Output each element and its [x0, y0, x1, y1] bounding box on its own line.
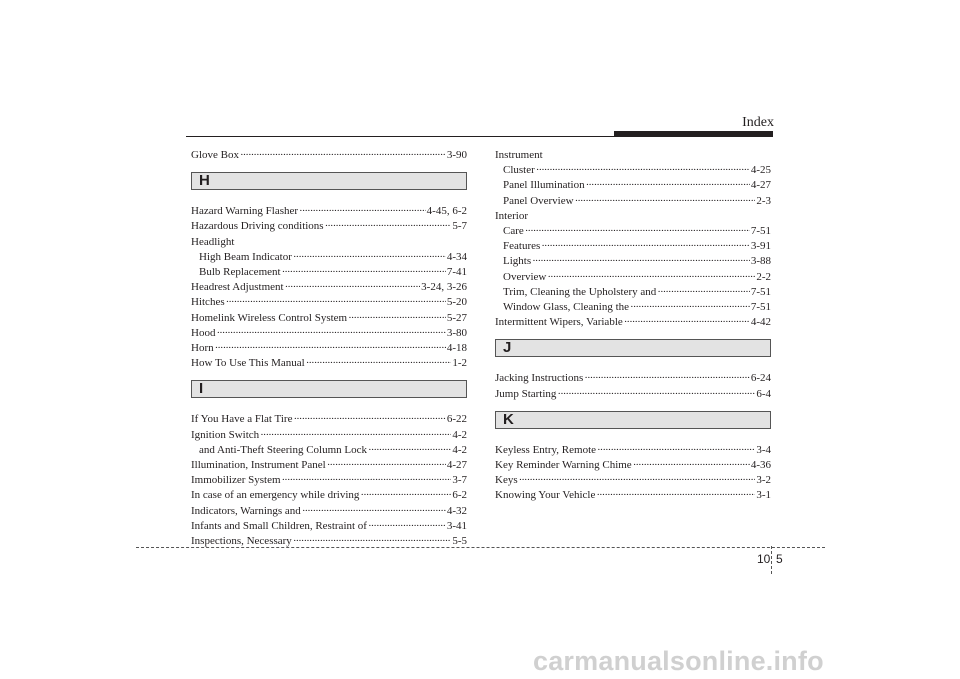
leader-dots [557, 387, 755, 402]
leader-dots [216, 326, 445, 341]
index-entry [191, 311, 467, 326]
entry-label: Homelink Wireless Control System [191, 311, 348, 324]
leader-dots [633, 458, 750, 473]
entry-label: Inspections, Necessary [191, 535, 292, 548]
entry-label: Panel Overview [503, 194, 574, 207]
entry-page: 6-4 [756, 387, 771, 400]
index-entry [191, 356, 467, 371]
index-entry [191, 326, 467, 341]
entry-page: 7-51 [750, 301, 771, 314]
index-entry [191, 295, 467, 310]
leader-dots [532, 254, 750, 269]
entry-label: Overview [503, 270, 547, 283]
leader-dots [657, 285, 750, 300]
index-subentry [191, 265, 467, 280]
index-entry [495, 458, 771, 473]
entry-page: 3-7 [452, 474, 467, 487]
footer-rule [136, 547, 825, 548]
index-entry [191, 148, 467, 163]
index-column-left [191, 148, 467, 549]
index-subentry [495, 194, 771, 209]
entry-page: 3-41 [446, 519, 467, 532]
entry-label: Jacking Instructions [495, 372, 584, 385]
leader-dots [299, 204, 426, 219]
index-heading: Headlight [191, 235, 235, 248]
entry-page: 6-2 [452, 489, 467, 502]
index-subentry [495, 285, 771, 300]
entry-page: 2-2 [756, 270, 771, 283]
entry-page: 5-7 [452, 220, 467, 233]
leader-dots [596, 488, 755, 503]
entry-label: Care [503, 225, 524, 238]
entry-label: Immobilizer System [191, 474, 281, 487]
leader-dots [525, 224, 750, 239]
header-rule [186, 136, 773, 137]
section-letter-h: H [191, 172, 467, 190]
index-entry [495, 315, 771, 330]
index-entry [191, 280, 467, 295]
index-entry [191, 412, 467, 427]
leader-dots [293, 412, 445, 427]
leader-dots [597, 443, 755, 458]
entry-label: Horn [191, 342, 214, 355]
entry-label: Infants and Small Children, Restraint of [191, 519, 367, 532]
leader-dots [584, 371, 750, 386]
index-subentry [495, 224, 771, 239]
leader-dots [630, 300, 750, 315]
leader-dots [306, 356, 452, 371]
entry-page: 5-27 [446, 311, 467, 324]
watermark: carmanualsonline.info [533, 646, 824, 676]
index-entry [191, 341, 467, 356]
index-entry [191, 488, 467, 503]
entry-page: 7-51 [750, 285, 771, 298]
index-entry [495, 473, 771, 488]
footer-separator [771, 546, 772, 574]
footer-section-number: 10 [757, 552, 771, 566]
leader-dots [302, 504, 446, 519]
group-k [495, 443, 771, 504]
entry-page: 4-34 [446, 250, 467, 263]
leader-dots [360, 488, 451, 503]
entry-page: 6-22 [446, 413, 467, 426]
entry-page: 4-2 [452, 443, 467, 456]
index-heading: Interior [495, 209, 528, 222]
leader-dots [260, 428, 451, 443]
entry-label: Illumination, Instrument Panel [191, 459, 326, 472]
index-entry [495, 443, 771, 458]
entry-label: Glove Box [191, 149, 239, 161]
leader-dots [293, 250, 446, 265]
entry-label: Indicators, Warnings and [191, 504, 301, 517]
group-i-continued [495, 148, 771, 330]
entry-label: Hazard Warning Flasher [191, 205, 299, 218]
entry-label: Intermittent Wipers, Variable [495, 316, 623, 329]
leader-dots [282, 265, 446, 280]
entry-page: 4-45, 6-2 [426, 205, 467, 218]
entry-page: 3-90 [446, 149, 467, 161]
entry-page: 5-5 [452, 535, 467, 548]
entry-page: 4-25 [750, 164, 771, 177]
entry-page: 7-51 [750, 225, 771, 238]
entry-label: Features [503, 240, 541, 253]
leader-dots [541, 239, 750, 254]
index-entry [495, 371, 771, 386]
entry-label: Key Reminder Warning Chime [495, 459, 632, 472]
section-letter-k: K [495, 411, 771, 429]
index-subentry [495, 254, 771, 269]
entry-label: If You Have a Flat Tire [191, 413, 293, 426]
entry-label: Keys [495, 474, 518, 487]
index-entry [191, 504, 467, 519]
entry-page: 4-18 [446, 342, 467, 355]
entry-page: 7-41 [446, 266, 467, 279]
group-j [495, 371, 771, 401]
entry-page: 3-2 [756, 474, 771, 487]
index-heading: Instrument [495, 149, 543, 161]
leader-dots [519, 473, 756, 488]
entry-label: and Anti-Theft Steering Column Lock [199, 443, 368, 456]
leader-dots [575, 194, 756, 209]
entry-page: 5-20 [446, 296, 467, 309]
entry-page: 6-24 [750, 372, 771, 385]
entry-label: Ignition Switch [191, 428, 260, 441]
entry-label: In case of an emergency while driving [191, 489, 360, 502]
entry-page: 3-88 [750, 255, 771, 268]
entry-label: Headrest Adjustment [191, 281, 284, 294]
leader-dots [547, 270, 755, 285]
section-letter-i: I [191, 380, 467, 398]
page-header-title: Index [742, 115, 774, 130]
footer-page-number: 5 [776, 552, 783, 566]
group-h [191, 204, 467, 371]
entry-label: Jump Starting [495, 387, 557, 400]
entry-page: 2-3 [756, 194, 771, 207]
index-entry [191, 219, 467, 234]
entry-page: 4-42 [750, 316, 771, 329]
index-entry [495, 488, 771, 503]
leader-dots [282, 473, 452, 488]
leader-dots [348, 311, 446, 326]
entry-page: 4-27 [750, 179, 771, 192]
leader-dots [325, 219, 452, 234]
entry-page: 3-1 [756, 489, 771, 502]
index-subentry [495, 270, 771, 285]
leader-dots [240, 148, 446, 163]
entry-label: Lights [503, 255, 532, 268]
entry-page: 3-80 [446, 326, 467, 339]
group-pre [191, 148, 467, 163]
entry-label: Bulb Replacement [199, 266, 281, 279]
entry-page: 3-91 [750, 240, 771, 253]
entry-page: 4-32 [446, 504, 467, 517]
index-subentry [191, 250, 467, 265]
leader-dots [586, 178, 750, 193]
leader-dots [327, 458, 446, 473]
entry-page: 3-24, 3-26 [421, 281, 467, 294]
leader-dots [215, 341, 446, 356]
entry-label: Knowing Your Vehicle [495, 489, 596, 502]
entry-page: 1-2 [452, 357, 467, 370]
leader-dots [226, 295, 446, 310]
index-subentry [495, 163, 771, 178]
entry-page: 4-27 [446, 459, 467, 472]
leader-dots [536, 163, 750, 178]
entry-page: 4-2 [452, 428, 467, 441]
index-entry [191, 428, 467, 443]
index-subentry [495, 300, 771, 315]
leader-dots [368, 519, 446, 534]
entry-label: Window Glass, Cleaning the [503, 301, 630, 314]
entry-label: Hood [191, 326, 216, 339]
leader-dots [285, 280, 421, 295]
index-subentry [191, 443, 467, 458]
entry-label: How To Use This Manual [191, 357, 305, 370]
entry-page: 4-36 [750, 459, 771, 472]
index-entry [191, 458, 467, 473]
section-letter-j: J [495, 339, 771, 357]
entry-label: Keyless Entry, Remote [495, 443, 597, 456]
index-entry [191, 204, 467, 219]
index-column-right [495, 148, 771, 504]
index-subentry [495, 239, 771, 254]
index-entry [495, 387, 771, 402]
entry-label: Panel Illumination [503, 179, 585, 192]
index-entry [191, 519, 467, 534]
entry-label: High Beam Indicator [199, 250, 292, 263]
entry-label: Trim, Cleaning the Upholstery and [503, 285, 657, 298]
entry-label: Cluster [503, 164, 535, 177]
index-subentry [495, 178, 771, 193]
group-i [191, 412, 467, 549]
entry-page: 3-4 [756, 443, 771, 456]
entry-label: Hitches [191, 296, 225, 309]
leader-dots [624, 315, 750, 330]
leader-dots [368, 443, 451, 458]
index-entry [191, 473, 467, 488]
entry-label: Hazardous Driving conditions [191, 220, 324, 233]
